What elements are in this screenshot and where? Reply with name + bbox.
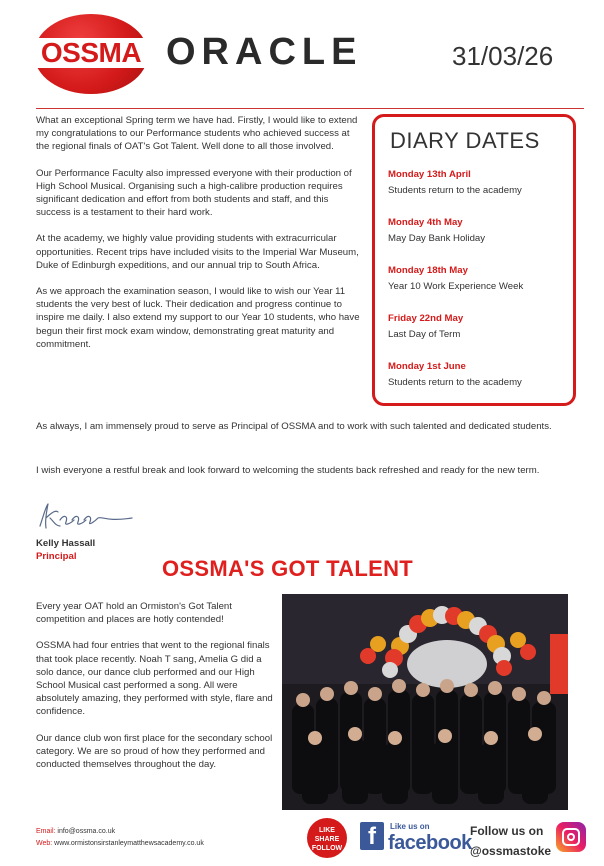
instagram-icon-lens — [567, 833, 575, 841]
diary-date: Monday 18th May — [388, 265, 468, 276]
closing-paragraph: I wish everyone a restful break and look forward to welcoming the students back refreshed and ready for the new term. — [36, 465, 540, 476]
talent-paragraph: OSSMA had four entries that went to the regional finals that took place recently. Noah T sang, Amelia G did a solo dance, our dance club performed and our High School Musical cast performed a song. All were absolutely amazing, they performed with style, flare and confidence. — [36, 640, 273, 718]
email-label: Email: — [36, 828, 56, 835]
signature-image — [36, 500, 136, 534]
signatory-role: Principal — [36, 551, 77, 562]
footer-web — [36, 838, 204, 849]
follow-us-text: Follow us on — [470, 824, 544, 838]
intro-paragraph: What an exceptional Spring term we have had. Firstly, I would like to extend my congratulations to our Performance students who achieved success at the regional finals of OAT's Got Talent. Well done to all those involved. — [36, 115, 358, 153]
badge-line: SHARE — [314, 836, 340, 843]
header-divider — [36, 108, 584, 109]
diary-date: Monday 13th April — [388, 169, 471, 180]
intro-text — [36, 114, 362, 364]
intro-paragraph: At the academy, we highly value providing students with extracurricular opportunities. Recent trips have included visits to the Imperial War Museum, Duke of Edinburgh expeditions, and our annual trip to South Africa. — [36, 233, 359, 271]
email-link[interactable]: info@ossma.co.uk — [57, 828, 116, 835]
talent-paragraph: Every year OAT hold an Ormiston's Got Talent competition and places are hotly contended! — [36, 601, 232, 626]
badge-line: FOLLOW — [311, 845, 343, 852]
diary-item — [388, 216, 572, 264]
badge-line: LIKE — [319, 827, 335, 834]
diary-description: Last Day of Term — [388, 329, 461, 340]
signatory-name: Kelly Hassall — [36, 538, 96, 549]
diary-description: Students return to the academy — [388, 377, 522, 388]
web-label: Web: — [36, 840, 53, 847]
closing-paragraph: As always, I am immensely proud to serve as Principal of OSSMA and to work with such talented and dedicated students. — [36, 421, 552, 432]
talent-paragraph: Our dance club won first place for the secondary school category. We are so proud of how they performed and conducted themselves throughout the day. — [36, 732, 273, 771]
diary-description: Year 10 Work Experience Week — [388, 281, 524, 292]
diary-date: Monday 4th May — [388, 217, 463, 228]
talent-heading: OSSMA'S GOT TALENT — [162, 556, 413, 581]
intro-paragraph: Our Performance Faculty also impressed everyone with their production of High School Musical. Organising such a high-calibre production requires significant dedication and effort from both students and staff, and this success is a testament to their hard work. — [36, 167, 352, 219]
diary-item — [388, 264, 572, 312]
diary-date: Friday 22nd May — [388, 313, 464, 324]
diary-item — [388, 168, 572, 216]
social-handle[interactable]: @ossmastoke — [470, 844, 552, 858]
diary-title: DIARY DATES — [390, 128, 540, 153]
diary-description: May Day Bank Holiday — [388, 233, 486, 244]
footer-email — [36, 826, 115, 837]
like-share-follow-badge — [307, 818, 347, 858]
newsletter-title: ORACLE — [166, 31, 363, 73]
web-link[interactable]: www.ormistonsirstanleymatthewsacademy.co.uk — [54, 840, 204, 847]
diary-item — [388, 360, 572, 408]
facebook-like-text: Like us on — [390, 822, 430, 831]
diary-description: Students return to the academy — [388, 185, 522, 196]
facebook-wordmark[interactable]: facebook — [388, 832, 472, 854]
intro-paragraph: As we approach the examination season, I would like to wish our Year 11 students the very best of luck. Their dedication and progress continue to inspire me daily. I also extend my support to our Year 10 students, who have begun their first mock exam window, demonstrating great maturity and commitment. — [36, 286, 360, 350]
talent-photo — [282, 594, 568, 810]
logo-text: OSSMA — [40, 37, 142, 68]
diary-item — [388, 312, 572, 360]
facebook-icon[interactable]: f — [360, 822, 384, 850]
diary-list — [388, 168, 572, 408]
talent-text — [36, 600, 278, 784]
diary-date: Monday 1st June — [388, 361, 466, 372]
issue-date: 31/03/26 — [452, 41, 554, 71]
